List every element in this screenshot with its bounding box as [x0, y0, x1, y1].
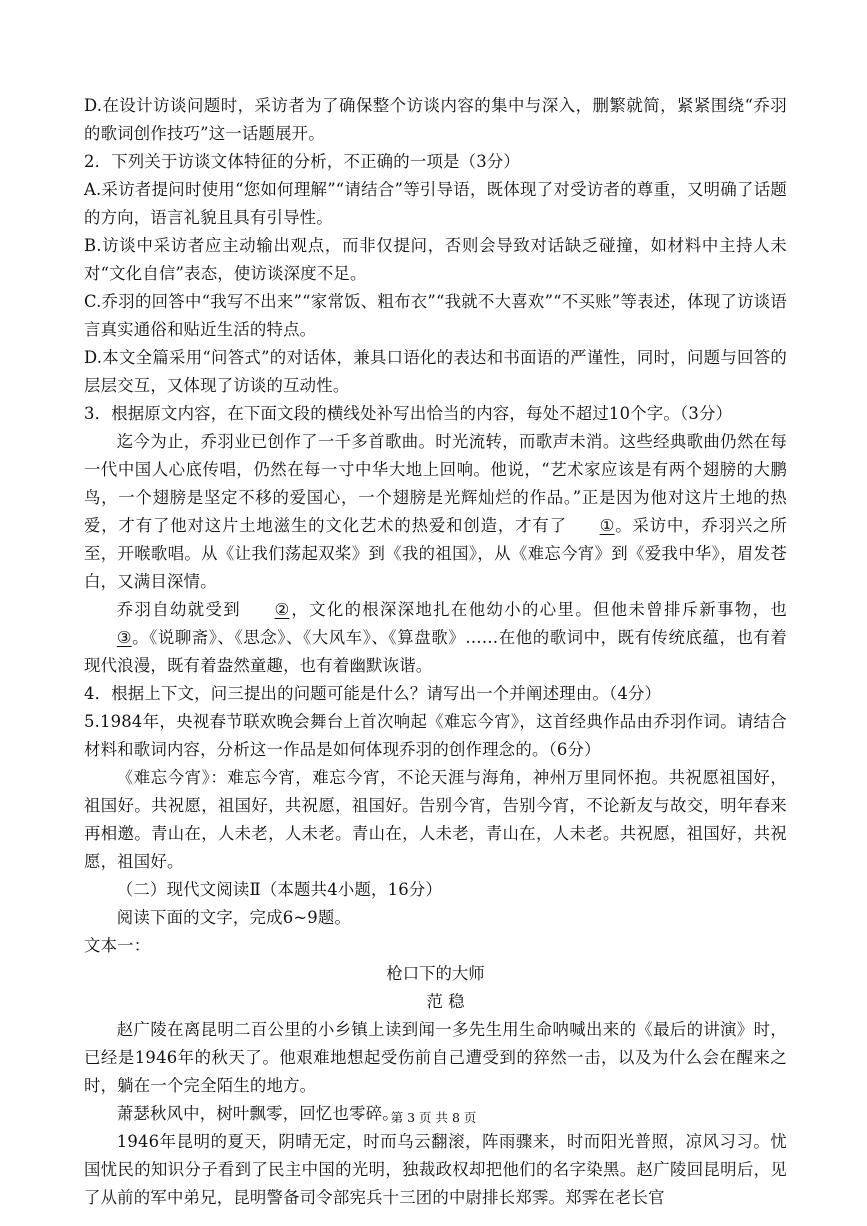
question-2-option-c: C.乔羽的回答中“我写不出来”“家常饭、粗布衣”“我就不大喜欢”“不买账”等表述，体现了访谈语言真实通俗和贴近生活的特点。: [84, 292, 787, 339]
blank-2: ②: [274, 600, 290, 619]
lyrics-paragraph: 《难忘今宵》：难忘今宵，难忘今宵，不论天涯与海角，神州万里同怀抱。共祝愿祖国好，祖国好。共祝愿，祖国好，共祝愿，祖国好。告别今宵，告别今宵，不论新友与故交，明年春来再相邀。青山在，人未老，人未老。青山在，人未老，青山在，人未老。共祝愿，祖国好，共祝愿，祖国好。: [84, 768, 787, 871]
option-d-continued: D.在设计访谈问题时，采访者为了确保整个访谈内容的集中与深入，删繁就简，紧紧围绕“乔羽的歌词创作技巧”这一话题展开。: [84, 96, 787, 143]
question-3: 3．根据原文内容，在下面文段的横线处补写出恰当的内容，每处不超过10个字。（3分）: [84, 404, 733, 423]
fill-paragraph-1: [84, 428, 787, 596]
paragraph-text: 。《说聊斋》、《思念》、《大风车》、《算盘歌》……在他的歌词中，既有传统底蕴，也有着现代浪漫，既有着盎然童趣，也有着幽默诙谐。: [84, 628, 787, 675]
story-paragraph-3: 1946年昆明的夏天，阴晴无定，时而乌云翻滚，阵雨骤来，时而阳光普照，凉风习习。忧国忧民的知识分子看到了民主中国的光明，独裁政权却把他们的名字染黑。赵广陵回昆明后，见了从前的军中弟兄，昆明警备司令部宪兵十三团的中尉排长郑霁。郑霁在老长官: [84, 1132, 787, 1207]
reading-instruction: 阅读下面的文字，完成6~9题。: [116, 908, 352, 927]
text-one-label: 文本一：: [84, 936, 151, 955]
question-2: 2．下列关于访谈文体特征的分析，不正确的一项是（3分）: [84, 152, 521, 171]
question-2-option-a: A.采访者提问时使用“您如何理解”“请结合”等引导语，既体现了对受访者的尊重，又明确了话题的方向，语言礼貌且具有引导性。: [84, 180, 787, 227]
paragraph-text: 迄今为止，乔羽业已创作了一千多首歌曲。时光流转，而歌声未消。这些经典歌曲仍然在每一代中国人心底传唱，仍然在每一寸中华大地上回响。他说，“艺术家应该是有两个翅膀的大鹏鸟，一个翅膀是坚定不移的爱国心，一个翅膀是光辉灿烂的作品。”正是因为他对这片土地的热爱，才有了他对这片土地滋生的文化艺术的热爱和创造，才有了: [84, 432, 787, 535]
fill-paragraph-2: [84, 596, 787, 680]
story-author: 范 稳: [426, 992, 465, 1011]
story-paragraph-1: 赵广陵在离昆明二百公里的小乡镇上读到闻一多先生用生命呐喊出来的《最后的讲演》时，已经是1946年的秋天了。他艰难地想起受伤前自己遭受到的猝然一击，以及为什么会在醒来之时，躺在一个完全陌生的地方。: [84, 1020, 787, 1095]
question-2-option-b: B.访谈中采访者应主动输出观点，而非仅提问，否则会导致对话缺乏碰撞，如材料中主持人未对“文化自信”表态，使访谈深度不足。: [84, 236, 787, 283]
question-4: 4．根据上下文，问三提出的问题可能是什么？请写出一个并阐述理由。（4分）: [84, 684, 662, 703]
paragraph-text: 乔羽自幼就受到: [116, 600, 241, 619]
story-paragraph-2: 萧瑟秋风中，树叶飘零，回忆也零碎。: [116, 1104, 399, 1123]
blank-1: ①: [599, 516, 615, 535]
question-2-option-d: D.本文全篇采用“问答式”的对话体，兼具口语化的表达和书面语的严谨性，同时，问题与回答的层层交互，又体现了访谈的互动性。: [84, 348, 787, 395]
story-title: 枪口下的大师: [386, 964, 485, 983]
paragraph-text: ，文化的根深深地扎在他幼小的心里。但他未曾排斥新事物，也: [290, 600, 787, 619]
paragraph-text: 。采访中，乔羽兴之所至，开喉歌唱。从《让我们荡起双桨》到《我的祖国》，从《难忘今宵》到《爱我中华》，眉发苍白，又满目深情。: [84, 516, 787, 591]
page-number: 第 3 页 共 8 页: [390, 1110, 477, 1125]
blank-3: ③: [116, 628, 132, 647]
question-5: 5.1984年，央视春节联欢晚会舞台上首次响起《难忘今宵》，这首经典作品由乔羽作词。请结合材料和歌词内容，分析这一作品是如何体现乔羽的创作理念的。（6分）: [84, 712, 787, 759]
section-heading: （二）现代文阅读Ⅱ（本题共4小题，16分）: [116, 880, 443, 899]
